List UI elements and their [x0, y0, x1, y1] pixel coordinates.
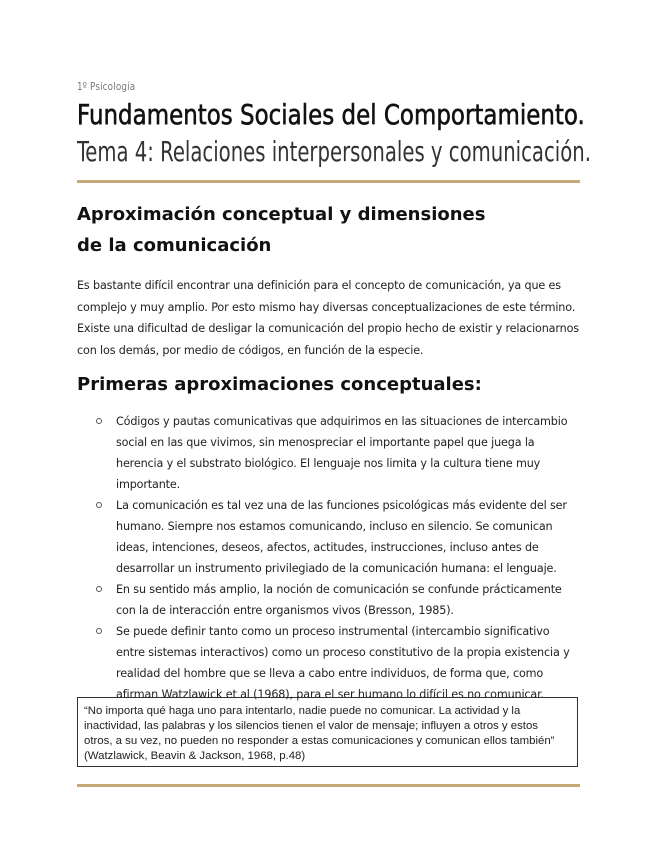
list-item	[77, 495, 571, 579]
section-heading-first-approximations: Primeras aproximaciones conceptuales:	[77, 374, 482, 395]
document-subtitle: Tema 4: Relaciones interpersonales y comunicación.	[77, 135, 591, 168]
document-page	[77, 72, 591, 705]
section-paragraph: Es bastante difícil encontrar una definición para el concepto de comunicación, ya que es complejo y muy amplio. Por esto mismo hay diversas conceptualizaciones de este término. Existe una dificultad de desligar la comunicación del propio hecho de existir y relacionarnos con los demás, por medio de códigos, en función de la especie.	[77, 279, 579, 357]
circle-bullet-icon	[96, 586, 102, 592]
course-label: 1º Psicología	[77, 80, 136, 93]
header-divider	[77, 180, 580, 183]
list-item-text: En su sentido más amplio, la noción de comunicación se confunde prácticamente con la de interacción entre organismos vivos (Bresson, 1985).	[116, 583, 562, 617]
list-item-text: Códigos y pautas comunicativas que adquirimos en las situaciones de intercambio social en las que vivimos, sin menospreciar el importante papel que juega la herencia y el substrato biológico. El lenguaje nos limita y la cultura tiene muy importante.	[116, 415, 568, 491]
circle-bullet-icon	[96, 628, 102, 634]
list-item-text: La comunicación es tal vez una de las funciones psicológicas más evidente del ser humano. Siempre nos estamos comunicando, incluso en silencio. Se comunican ideas, intenciones, deseos, afectos, actitudes, instrucciones, incluso antes de desarrollar un instrumento privilegiado de la comunicación humana: el lenguaje.	[116, 499, 567, 575]
list-item-text: Se puede definir tanto como un proceso instrumental (intercambio significativo entre sistemas interactivos) como un proceso constitutivo de la propia existencia y realidad del hombre que se lleva a cabo entre individuos, de forma que, como afirman Watzlawick et al (1968), para el ser humano lo difícil es no comunicar.	[116, 625, 570, 701]
quote-text: “No importa qué haga uno para intentarlo, nadie puede no comunicar. La actividad y la inactividad, las palabras y los silencios tienen el valor de mensaje; influyen a otros y estos otros, a su vez, no pueden no responder a estas comunicaciones y comunican ellos también” (Watzlawick, Beavin & Jackson, 1968, p.48)	[84, 705, 555, 762]
footer-divider	[77, 784, 580, 787]
circle-bullet-icon	[96, 502, 102, 508]
document-title: Fundamentos Sociales del Comportamiento.	[77, 98, 585, 131]
list-item	[77, 621, 571, 705]
bullet-list	[77, 411, 580, 705]
quote-box	[77, 697, 578, 767]
section-heading-conceptual: Aproximación conceptual y dimensiones de la comunicación	[77, 204, 486, 256]
circle-bullet-icon	[96, 418, 102, 424]
list-item	[77, 411, 571, 495]
list-item	[77, 579, 571, 621]
